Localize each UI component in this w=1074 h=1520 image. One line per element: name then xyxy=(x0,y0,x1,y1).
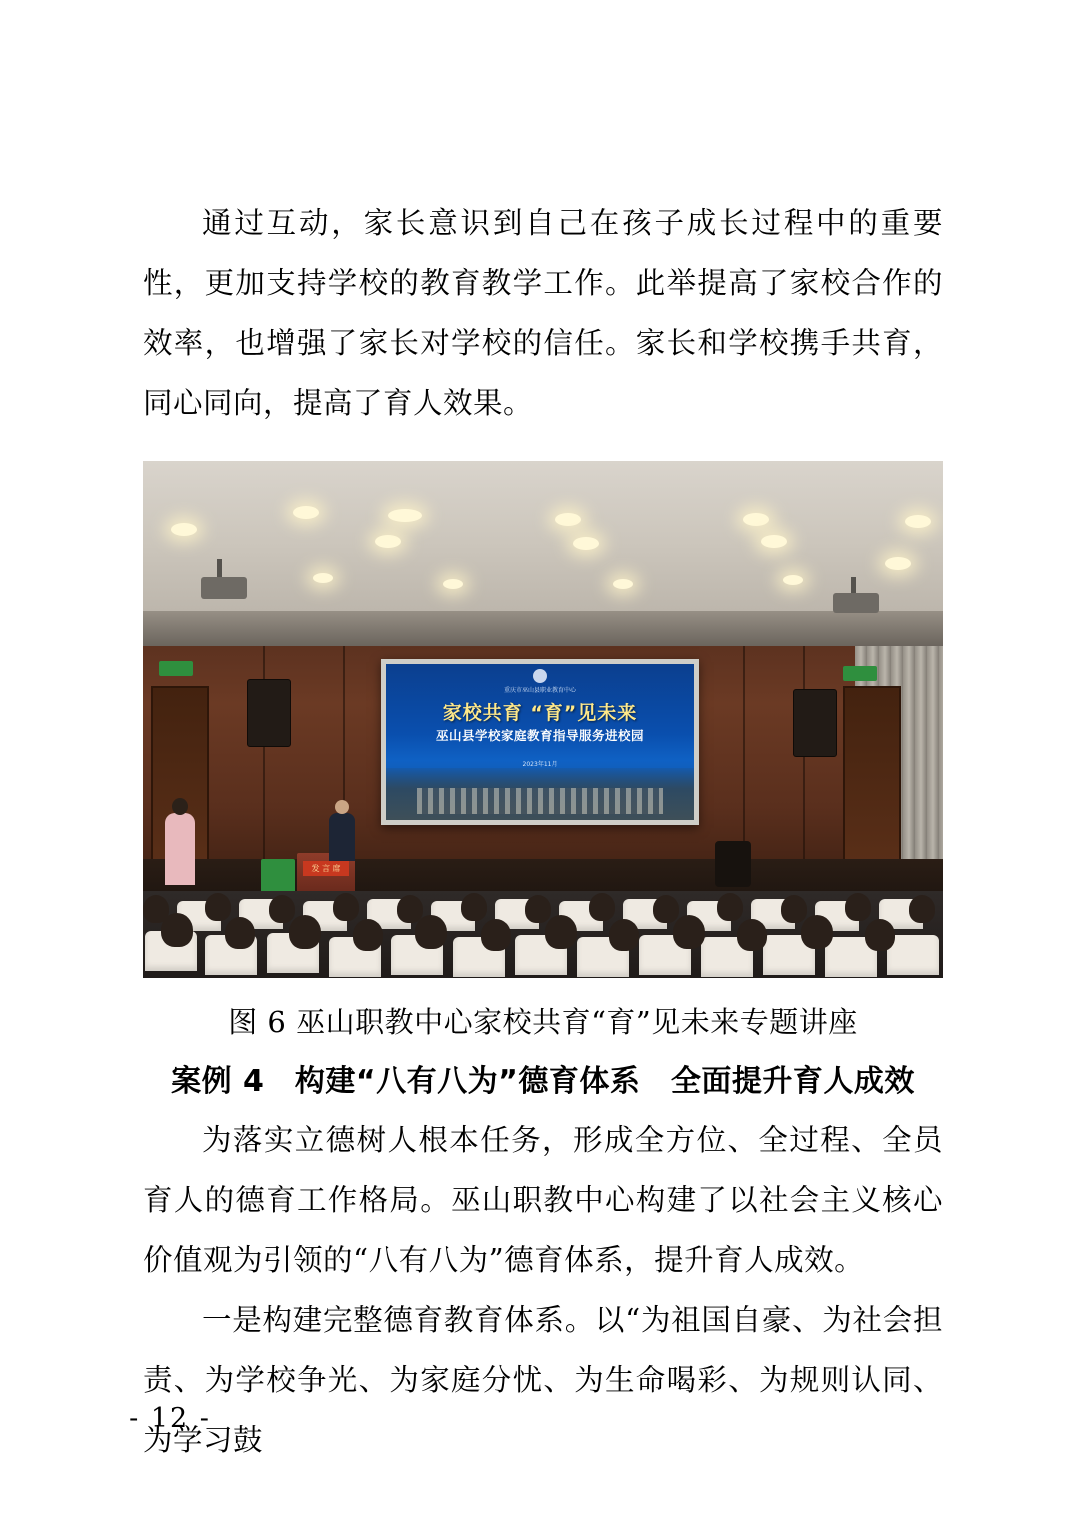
audience-head xyxy=(289,915,321,949)
ceiling-light-icon xyxy=(375,535,401,548)
standing-attendee xyxy=(165,813,195,885)
ceiling-light-icon xyxy=(613,579,633,589)
audience-head xyxy=(143,895,169,923)
figure-caption: 图 6 巫山职教中心家校共育“育”见未来专题讲座 xyxy=(228,1005,858,1039)
slide-title: 家校共育 “育”见未来 xyxy=(442,702,638,724)
loudspeaker-icon xyxy=(793,689,837,757)
audience-head xyxy=(589,893,615,921)
podium-label: 发 言 席 xyxy=(303,861,349,876)
audience-head xyxy=(845,893,871,921)
ceiling-light-icon xyxy=(293,506,319,519)
projector-icon xyxy=(833,593,879,613)
lecture-photo xyxy=(143,461,943,978)
audience-head xyxy=(353,919,383,951)
ceiling-light-icon xyxy=(388,509,422,522)
exit-sign-icon xyxy=(843,666,877,681)
audience-head xyxy=(269,895,295,923)
audience-head xyxy=(801,915,833,949)
audience-head xyxy=(545,915,577,949)
wall-seam xyxy=(803,646,805,876)
audience-head xyxy=(737,919,767,951)
paragraph-body-1: 为落实立德树人根本任务，形成全方位、全过程、全员育人的德育工作格局。巫山职教中心构建了以社会主义核心价值观为引领的“八有八为”德育体系，提升育人成效。 xyxy=(143,1123,943,1277)
projection-screen xyxy=(381,659,699,825)
audience-head xyxy=(397,895,423,923)
ceiling-light-icon xyxy=(573,537,599,550)
audience-head xyxy=(673,915,705,949)
ceiling-light-icon xyxy=(885,557,911,570)
ceiling-light-icon xyxy=(555,513,581,526)
ceiling-light-icon xyxy=(313,573,333,583)
stage-chair xyxy=(715,841,751,887)
audience-head xyxy=(205,893,231,921)
audience-head xyxy=(481,919,511,951)
case-heading: 案例 4 构建“八有八为”德育体系 全面提升育人成效 xyxy=(171,1064,915,1099)
audience-head xyxy=(653,895,679,923)
page-content xyxy=(143,0,943,1520)
projector-icon xyxy=(201,577,247,599)
ceiling-light-icon xyxy=(443,579,463,589)
audience-head xyxy=(909,895,935,923)
page-number: - 12 - xyxy=(129,1403,211,1434)
school-logo-icon xyxy=(533,669,547,683)
slide xyxy=(386,664,694,820)
ceiling-light-icon xyxy=(743,513,769,526)
audience-head xyxy=(333,893,359,921)
slide-subtitle: 巫山县学校家庭教育指导服务进校园 xyxy=(435,728,644,743)
audience-head xyxy=(609,919,639,951)
slide-city-image xyxy=(386,768,694,820)
audience-seat xyxy=(887,935,939,975)
paragraph-intro: 通过互动，家长意识到自己在孩子成长过程中的重要性，更加支持学校的教育教学工作。此举提高了家校合作的效率，也增强了家长对学校的信任。家长和学校携手共育，同心同向，提高了育人效果。 xyxy=(143,206,943,420)
side-door xyxy=(843,686,901,870)
paragraph-body-2: 一是构建完整德育教育体系。以“为祖国自豪、为社会担责、为学校争光、为家庭分忧、为生命喝彩、为规则认同、为学习鼓 xyxy=(143,1303,943,1457)
audience-head xyxy=(865,919,895,951)
speaker-person xyxy=(329,813,355,861)
audience-head xyxy=(717,893,743,921)
ceiling-light-icon xyxy=(171,523,197,536)
green-bin xyxy=(261,859,295,895)
ceiling-light-icon xyxy=(783,575,803,585)
audience-head xyxy=(525,895,551,923)
slide-org-line: 重庆市巫山县职业教育中心 xyxy=(503,687,576,694)
ceiling-light-icon xyxy=(905,515,931,528)
exit-sign-icon xyxy=(159,661,193,676)
audience-area xyxy=(143,891,943,978)
figure-block xyxy=(143,461,943,1044)
slide-date: 2023年11月 xyxy=(522,761,558,768)
loudspeaker-icon xyxy=(247,679,291,747)
audience-head xyxy=(781,895,807,923)
audience-head xyxy=(225,917,255,949)
audience-head xyxy=(415,915,447,949)
ceiling-light-icon xyxy=(761,535,787,548)
audience-head xyxy=(461,893,487,921)
